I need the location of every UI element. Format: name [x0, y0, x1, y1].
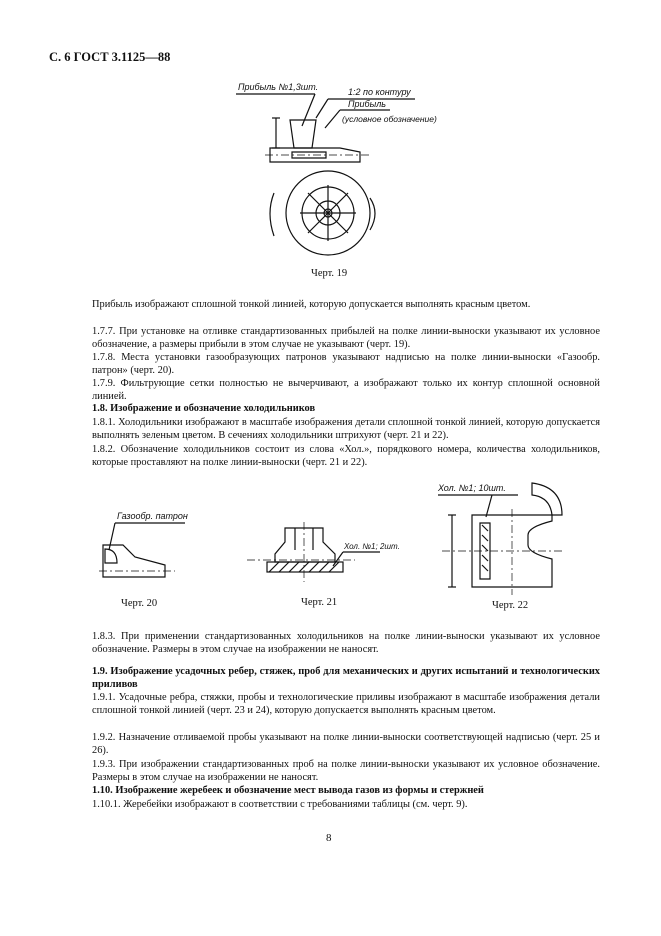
- fig21-label: Хол. №1; 2шт.: [344, 542, 400, 551]
- fig20-caption: Черт. 20: [121, 598, 158, 609]
- paragraph: 1.8.3. При применении стандартизованных холодильников на полке линии-выноски указывают их условное обозначение. Размеры в этом случае на изображении не наносят.: [92, 631, 600, 656]
- paragraph: 1.9.1. Усадочные ребра, стяжки, пробы и технологические приливы изображают в масштабе изображения детали сплошной тонкой линией (черт. 23 и 24), которую допускается выполнять красным цветом.: [92, 692, 600, 717]
- figure-20-drawing: [95, 505, 195, 585]
- section-heading: 1.8. Изображение и обозначение холодильников: [92, 403, 316, 414]
- fig19-label-pribyl2: Прибыль: [348, 99, 387, 109]
- paragraph: 1.7.9. Фильтрующие сетки полностью не вычерчивают, а изображают только их контур сплошной основной линией.: [92, 378, 600, 403]
- fig19-label-ratio: 1:2 по контуру: [348, 87, 411, 97]
- page-header: С. 6 ГОСТ 3.1125—88: [49, 50, 171, 64]
- fig22-label: Хол. №1; 10шт.: [438, 483, 506, 493]
- section-heading: 1.10. Изображение жеребеек и обозначение мест вывода газов из формы и стержней: [92, 785, 484, 796]
- paragraph: 1.7.8. Места установки газообразующих патронов указывают надписью на полке линии-выноски «Газообр. патрон» (черт. 20).: [92, 352, 600, 377]
- figure-22-drawing: [432, 475, 567, 600]
- paragraph: 1.7.7. При установке на отливке стандартизованных прибылей на полке линии-выноски указывают их условное обозначение, а размеры прибыли в этом случае не указывают (черт. 19).: [92, 326, 600, 351]
- fig19-label-uslovnoe: (условное обозначение): [342, 114, 437, 124]
- page-number: 8: [326, 832, 332, 844]
- fig21-caption: Черт. 21: [301, 597, 338, 608]
- fig20-label: Газообр. патрон: [117, 511, 188, 521]
- fig19-label-pribyl: Прибыль №1,3шт.: [238, 82, 319, 92]
- section-heading: 1.9. Изображение усадочных ребер, стяжек, проб для механических и других испытаний и технологических приливов: [92, 666, 600, 691]
- paragraph: 1.9.3. При изображении стандартизованных проб на полке линии-выноски указывают их условное обозначение. Размеры в этом случае на изображении не наносят.: [92, 759, 600, 784]
- figure-21-drawing: [245, 520, 400, 585]
- paragraph: 1.8.2. Обозначение холодильников состоит из слова «Хол.», порядкового номера, количества холодильников, которые проставляют на полке линии-выноски (черт. 21 и 22).: [92, 444, 600, 469]
- paragraph: 1.9.2. Назначение отливаемой пробы указывают на полке линии-выноски соответствующей надписью (черт. 25 и 26).: [92, 732, 600, 757]
- fig22-caption: Черт. 22: [492, 600, 529, 611]
- paragraph: 1.10.1. Жеребейки изображают в соответствии с требованиями таблицы (см. черт. 9).: [92, 799, 468, 810]
- paragraph: Прибыль изображают сплошной тонкой линией, которую допускается выполнять красным цветом.: [92, 299, 531, 310]
- figure-19-drawing: [230, 78, 440, 268]
- paragraph: 1.8.1. Холодильники изображают в масштабе изображения детали сплошной тонкой линией, которую допускается выполнять зеленым цветом. В сечениях холодильники штрихуют (черт. 21 и 22).: [92, 417, 600, 442]
- fig19-caption: Черт. 19: [311, 268, 348, 279]
